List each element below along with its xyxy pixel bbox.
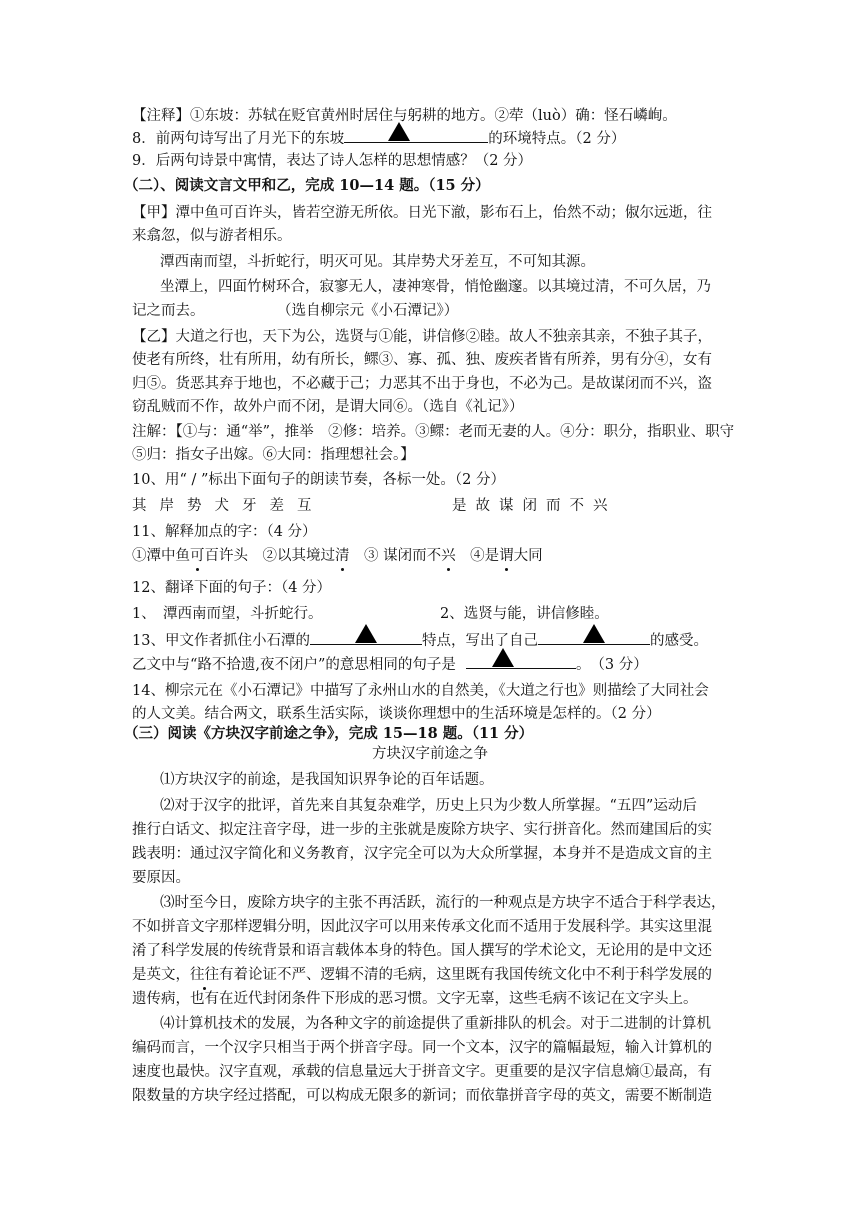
question-13-second: [132, 654, 648, 675]
question-12-item-2: 2、选贤与能，讲信修睦。: [440, 606, 609, 622]
question-11-items: [132, 546, 543, 566]
text-jia-line-2: 来翕忽，似与游者相乐。: [132, 228, 292, 244]
question-8-tail: 的环境特点。（2 分）: [488, 131, 626, 147]
dotted-char: 兴: [441, 548, 456, 564]
question-11: 11、解释加点的字：（4 分）: [132, 524, 317, 540]
paragraph-4-line-2: 编码而言，一个汉字只相当于两个拼音字母。同一个文本，汉字的篇幅最短，输入计算机的: [132, 1040, 712, 1056]
paragraph-3-line-4-rest: 有着论证不严、逻辑不清的毛病，这里既有我国传统文化中不利于科学发展的: [219, 967, 712, 983]
text-jia-line-3: 潭西南而望，斗折蛇行，明灭可见。其岸势犬牙差互，不可知其源。: [160, 254, 595, 270]
paragraph-2-line-2: 推行白话文、拟定注音字母，进一步的主张就是废除方块字、实行拼音化。然而建国后的实: [132, 822, 712, 838]
text-jia-line-1: 【甲】潭中鱼可百许头，皆若空游无所依。日光下澈，影布石上，佁然不动；俶尔远逝，往: [132, 205, 712, 221]
triangle-marker-icon: [355, 624, 377, 643]
question-14-line-2: 的人文美。结合两文，联系生活实际，谈谈你理想中的生活环境是怎样的。（2 分）: [132, 706, 661, 722]
paragraph-1: ⑴方块汉字的前途，是我国知识界争论的百年话题。: [160, 772, 494, 788]
question-14-line-1: 14、柳宗元在《小石潭记》中描写了永州山水的自然美，《大道之行也》则描绘了大同社会: [132, 683, 709, 699]
question-12: 12、翻译下面的句子：（4 分）: [132, 580, 332, 596]
triangle-marker-icon: [583, 624, 605, 643]
paragraph-3-line-1: ⑶时至今日，废除方块字的主张不再活跃，流行的一种观点是方块字不适合于科学表达，: [160, 895, 726, 911]
question-10: 10、用“ / ”标出下面句子的朗读节奏，各标一处。（2 分）: [132, 472, 505, 488]
paragraph-3-line-2: 不如拼音文字那样逻辑分明，因此汉字可以用来传承文化而不适用于发展科学。其实这里混: [132, 919, 712, 935]
q11-item-3-text: ③ 谋闭而不: [349, 548, 442, 564]
text-jia-line-5: 记之而去。 （选自柳宗元《小石潭记》）: [132, 303, 459, 319]
paragraph-4-line-4: 限数量的方块字经过搭配，可以构成无限多的新词；而依靠拼音字母的英文，需要不断制造: [132, 1088, 712, 1104]
annotation-line-2: ⑤归：指女子出嫁。⑥大同：指理想社会。】: [132, 447, 415, 463]
dotted-char: 清: [335, 548, 350, 564]
paragraph-2-line-3: 践表明：通过汉字简化和义务教育，汉字完全可以为大众所掌握，本身并不是造成文盲的主: [132, 846, 712, 862]
question-13-second-text: 乙文中与“路不拾遗,夜不闭户”的意思相同的句子是: [132, 657, 456, 673]
text-yi-line-3: 归⑤。货恶其弃于地也，不必藏于己；力恶其不出于身也，不必为己。是故谋闭而不兴，盗: [132, 376, 712, 392]
dotted-char: 可: [190, 548, 205, 564]
paragraph-4-line-3: 速度也最快。汉字直观，承载的信息量远大于拼音文字。更重要的是汉字信息熵①最高，有: [132, 1064, 712, 1080]
text-jia-line-4: 坐潭上，四面竹树环合，寂寥无人，凄神寒骨，悄怆幽邃。以其境过清，不可久居，乃: [160, 279, 711, 295]
question-8: [132, 128, 625, 149]
text-yi-line-4: 窃乱贼而不作，故外户而不闭，是谓大同⑥。（选自《礼记》）: [132, 399, 524, 415]
paragraph-3-line-4-start: 是英文，: [132, 967, 190, 983]
triangle-marker-icon: [388, 122, 410, 141]
q11-item-4-rest: 大同: [513, 548, 543, 564]
question-13-end: 的感受。: [649, 633, 708, 649]
annotation-line-1: 注解：【①与：通“举”，推举 ②修：培养。③鳏：老而无妻的人。④分：职分，指职业、职守: [132, 424, 735, 440]
paragraph-3-line-5: 遗传病，也有在近代封闭条件下形成的恶习惯。文字无辜，这些毛病不该记在文字头上。: [132, 991, 698, 1007]
paragraph-3-line-4: [132, 965, 712, 985]
section-3-heading: （三）阅读《方块汉字前途之争》，完成 15—18 题。（11 分）: [124, 725, 534, 742]
paragraph-2-line-4: 要原因。: [132, 870, 190, 886]
poem-note: 【注释】①东坡：苏轼在贬官黄州时居住与躬耕的地方。②荦（luò）确：怪石嶙峋。: [132, 108, 677, 124]
text-yi-line-2: 使老有所终，壮有所用，幼有所长，鳏③、寡、孤、独、废疾者皆有所养，男有分④，女有: [132, 352, 712, 368]
answer-blank[interactable]: [538, 630, 650, 645]
question-10-sentence-a: 其岸势犬牙差互: [132, 498, 325, 514]
text-yi-line-1: 【乙】大道之行也，天下为公，选贤与①能，讲信修②睦。故人不独亲其亲，不独子其子，: [132, 329, 712, 345]
triangle-marker-icon: [492, 648, 514, 667]
paragraph-3-line-3: 淆了科学发展的传统背景和语言载体本身的特色。国人撰写的学术论文，无论用的是中文还: [132, 943, 712, 959]
question-13: [132, 630, 708, 651]
article-title: 方块汉字前途之争: [372, 746, 488, 762]
question-13-mid: 特点，写出了自己: [421, 633, 538, 649]
section-2-heading: （二）、阅读文言文甲和乙，完成 10—14 题。（15 分）: [124, 177, 490, 194]
dotted-char: 谓: [499, 548, 514, 564]
question-8-text: 8．前两句诗写出了月光下的东坡: [132, 131, 345, 147]
dotted-word: 往往: [190, 967, 219, 983]
question-13-text: 13、甲文作者抓住小石潭的: [132, 633, 310, 649]
question-9: 9．后两句诗景中寓情，表达了诗人怎样的思想情感？（2 分）: [132, 153, 533, 169]
answer-blank[interactable]: [466, 654, 576, 669]
question-13-points: 。 （3 分）: [575, 657, 648, 673]
paragraph-2-line-1: ⑵对于汉字的批评，首先来自其复杂难学，历史上只为少数人所掌握。“五四”运动后: [160, 798, 697, 814]
q11-item-1-rest: 百许头 ②以其境过: [204, 548, 335, 564]
paragraph-4-line-1: ⑷计算机技术的发展，为各种文字的前途提供了重新排队的机会。对于二进制的计算机: [160, 1016, 711, 1032]
q11-item-4-text: ④是: [455, 548, 500, 564]
answer-blank[interactable]: [310, 630, 422, 645]
question-12-item-1: 1、 潭西南而望，斗折蛇行。: [132, 606, 323, 622]
answer-blank[interactable]: [344, 128, 488, 143]
q11-item-1-text: ①潭中鱼: [132, 548, 190, 564]
question-10-sentence-b: 是故谋闭而不兴: [452, 498, 617, 514]
